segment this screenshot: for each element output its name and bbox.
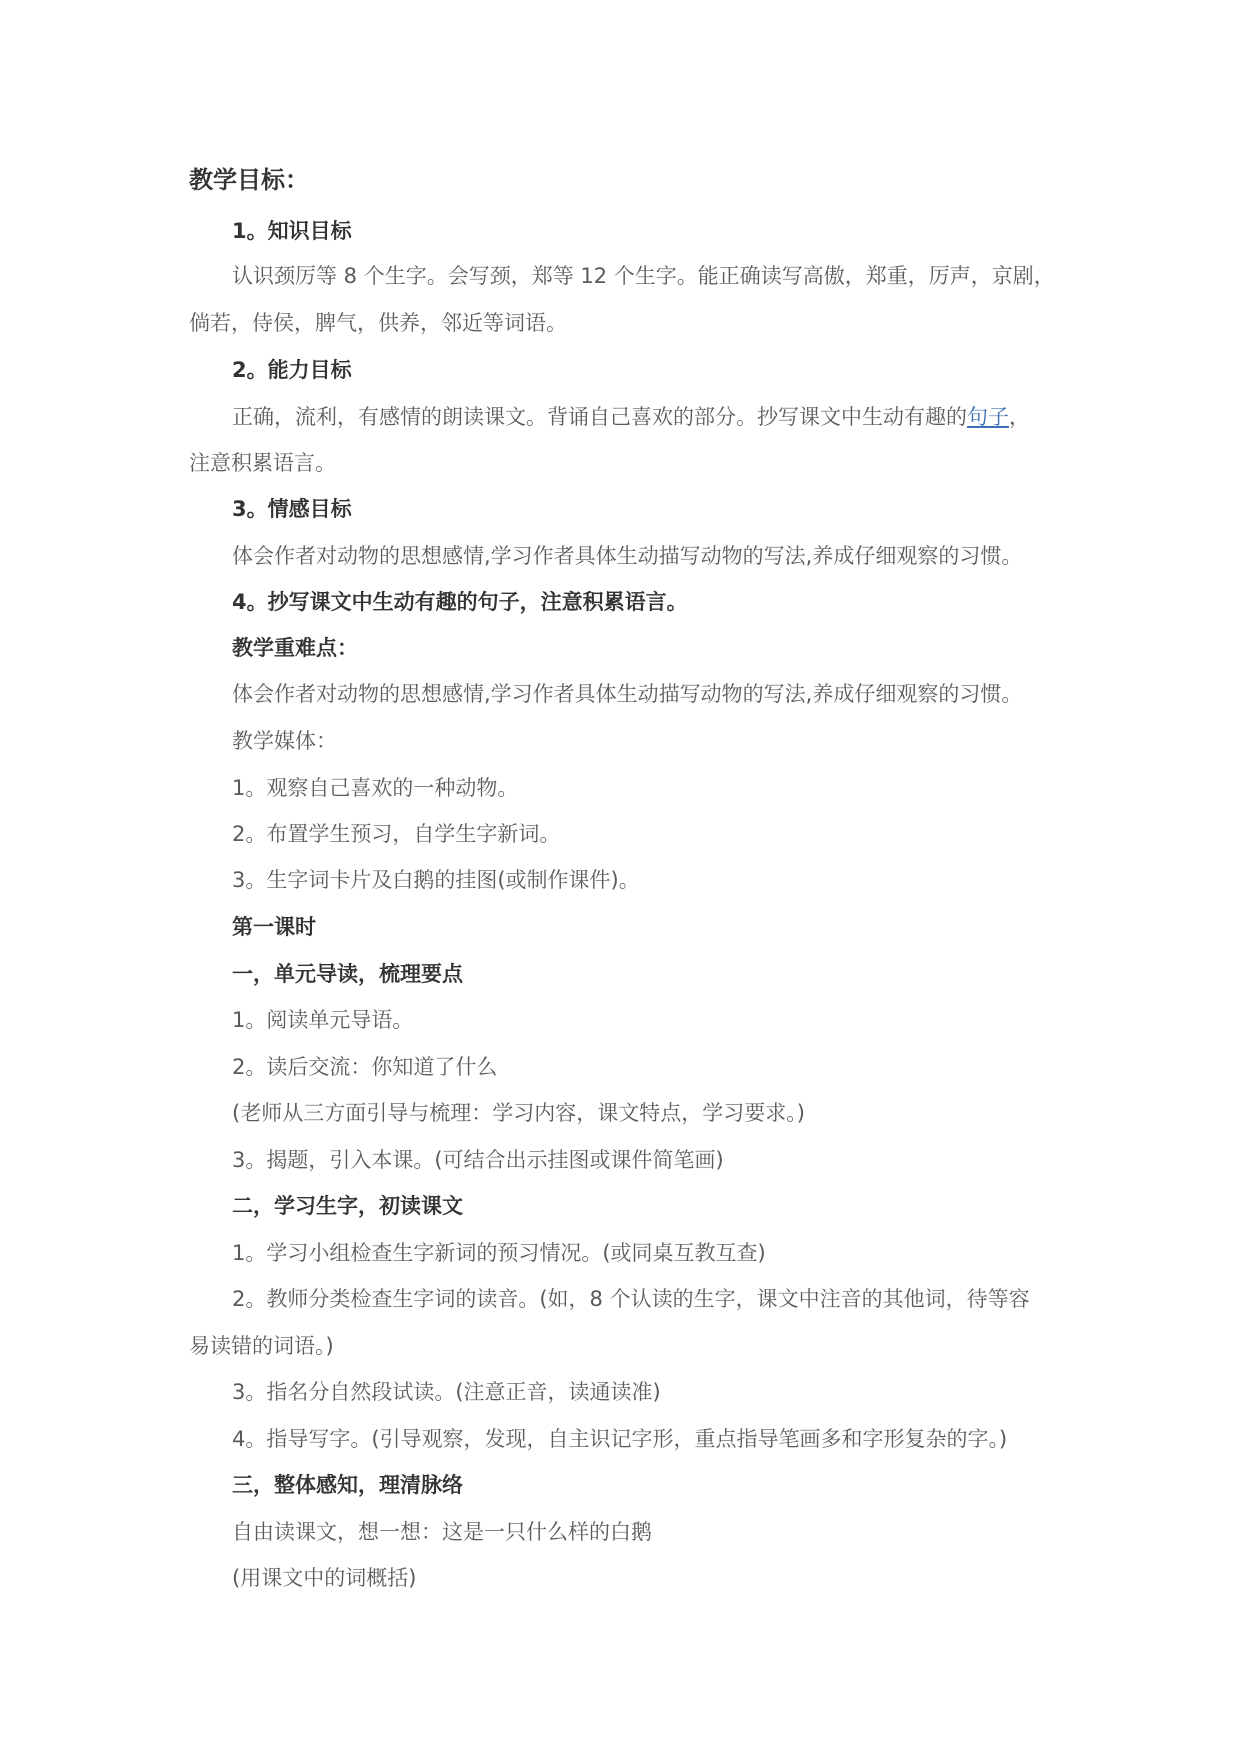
objective-item-4: 4。抄写课文中生动有趣的句子，注意积累语言。: [232, 590, 688, 614]
section-2-heading: 二，学习生字，初读课文: [232, 1194, 463, 1218]
sentence-link[interactable]: 句子: [967, 405, 1009, 429]
section-2-item: 4。指导写字。(引导观察，发现，自主识记字形，重点指导笔画多和字形复杂的字。): [232, 1427, 1008, 1451]
ability-text-post: ，: [1009, 405, 1030, 429]
section-2-item-2-line1: 2。教师分类检查生字词的读音。(如，8 个认读的生字，课文中注音的其他词，待等容: [232, 1287, 1030, 1311]
section-3-text: 自由读课文，想一想：这是一只什么样的白鹅: [232, 1520, 652, 1544]
section-1-item: (老师从三方面引导与梳理：学习内容，课文特点，学习要求。): [232, 1101, 805, 1125]
section-2-item: 3。指名分自然段试读。(注意正音，读通读准): [232, 1380, 661, 1404]
key-points-text: 体会作者对动物的思想感情,学习作者具体生动描写动物的写法,养成仔细观察的习惯。: [232, 682, 1023, 706]
lesson-heading: 第一课时: [232, 915, 316, 939]
section-3-note: (用课文中的词概括): [232, 1566, 417, 1590]
section-1-item: 2。读后交流：你知道了什么: [232, 1055, 498, 1079]
knowledge-heading: 1。知识目标: [232, 219, 352, 243]
ability-heading: 2。能力目标: [232, 358, 352, 382]
emotion-heading: 3。情感目标: [232, 497, 352, 521]
ability-text-line1: [232, 402, 1030, 432]
section-2-item: 1。学习小组检查生字新词的预习情况。(或同桌互教互查): [232, 1241, 766, 1265]
ability-text-line2: 注意积累语言。: [189, 451, 336, 475]
section-1-item: 3。揭题，引入本课。(可结合出示挂图或课件简笔画): [232, 1148, 724, 1172]
section-1-item: 1。阅读单元导语。: [232, 1008, 414, 1032]
section-1-heading: 一，单元导读，梳理要点: [232, 962, 463, 986]
key-points-heading: 教学重难点：: [232, 636, 358, 660]
media-heading: 教学媒体：: [232, 729, 337, 753]
emotion-text: 体会作者对动物的思想感情,学习作者具体生动描写动物的写法,养成仔细观察的习惯。: [232, 544, 1023, 568]
section-3-heading: 三，整体感知，理清脉络: [232, 1473, 463, 1497]
media-item: 1。观察自己喜欢的一种动物。: [232, 776, 519, 800]
page-title: 教学目标：: [189, 166, 309, 194]
ability-text-pre: 正确，流利，有感情的朗读课文。背诵自己喜欢的部分。抄写课文中生动有趣的: [232, 405, 967, 429]
knowledge-text-line2: 倘若，侍侯，脾气，供养，邻近等词语。: [189, 311, 567, 335]
section-2-item-2-line2: 易读错的词语。): [189, 1334, 334, 1358]
media-item: 2。布置学生预习，自学生字新词。: [232, 822, 561, 846]
media-item: 3。生字词卡片及白鹅的挂图(或制作课件)。: [232, 868, 640, 892]
knowledge-text-line1: 认识颈厉等 8 个生字。会写颈，郑等 12 个生字。能正确读写高傲，郑重，厉声，京剧，: [232, 264, 1055, 288]
